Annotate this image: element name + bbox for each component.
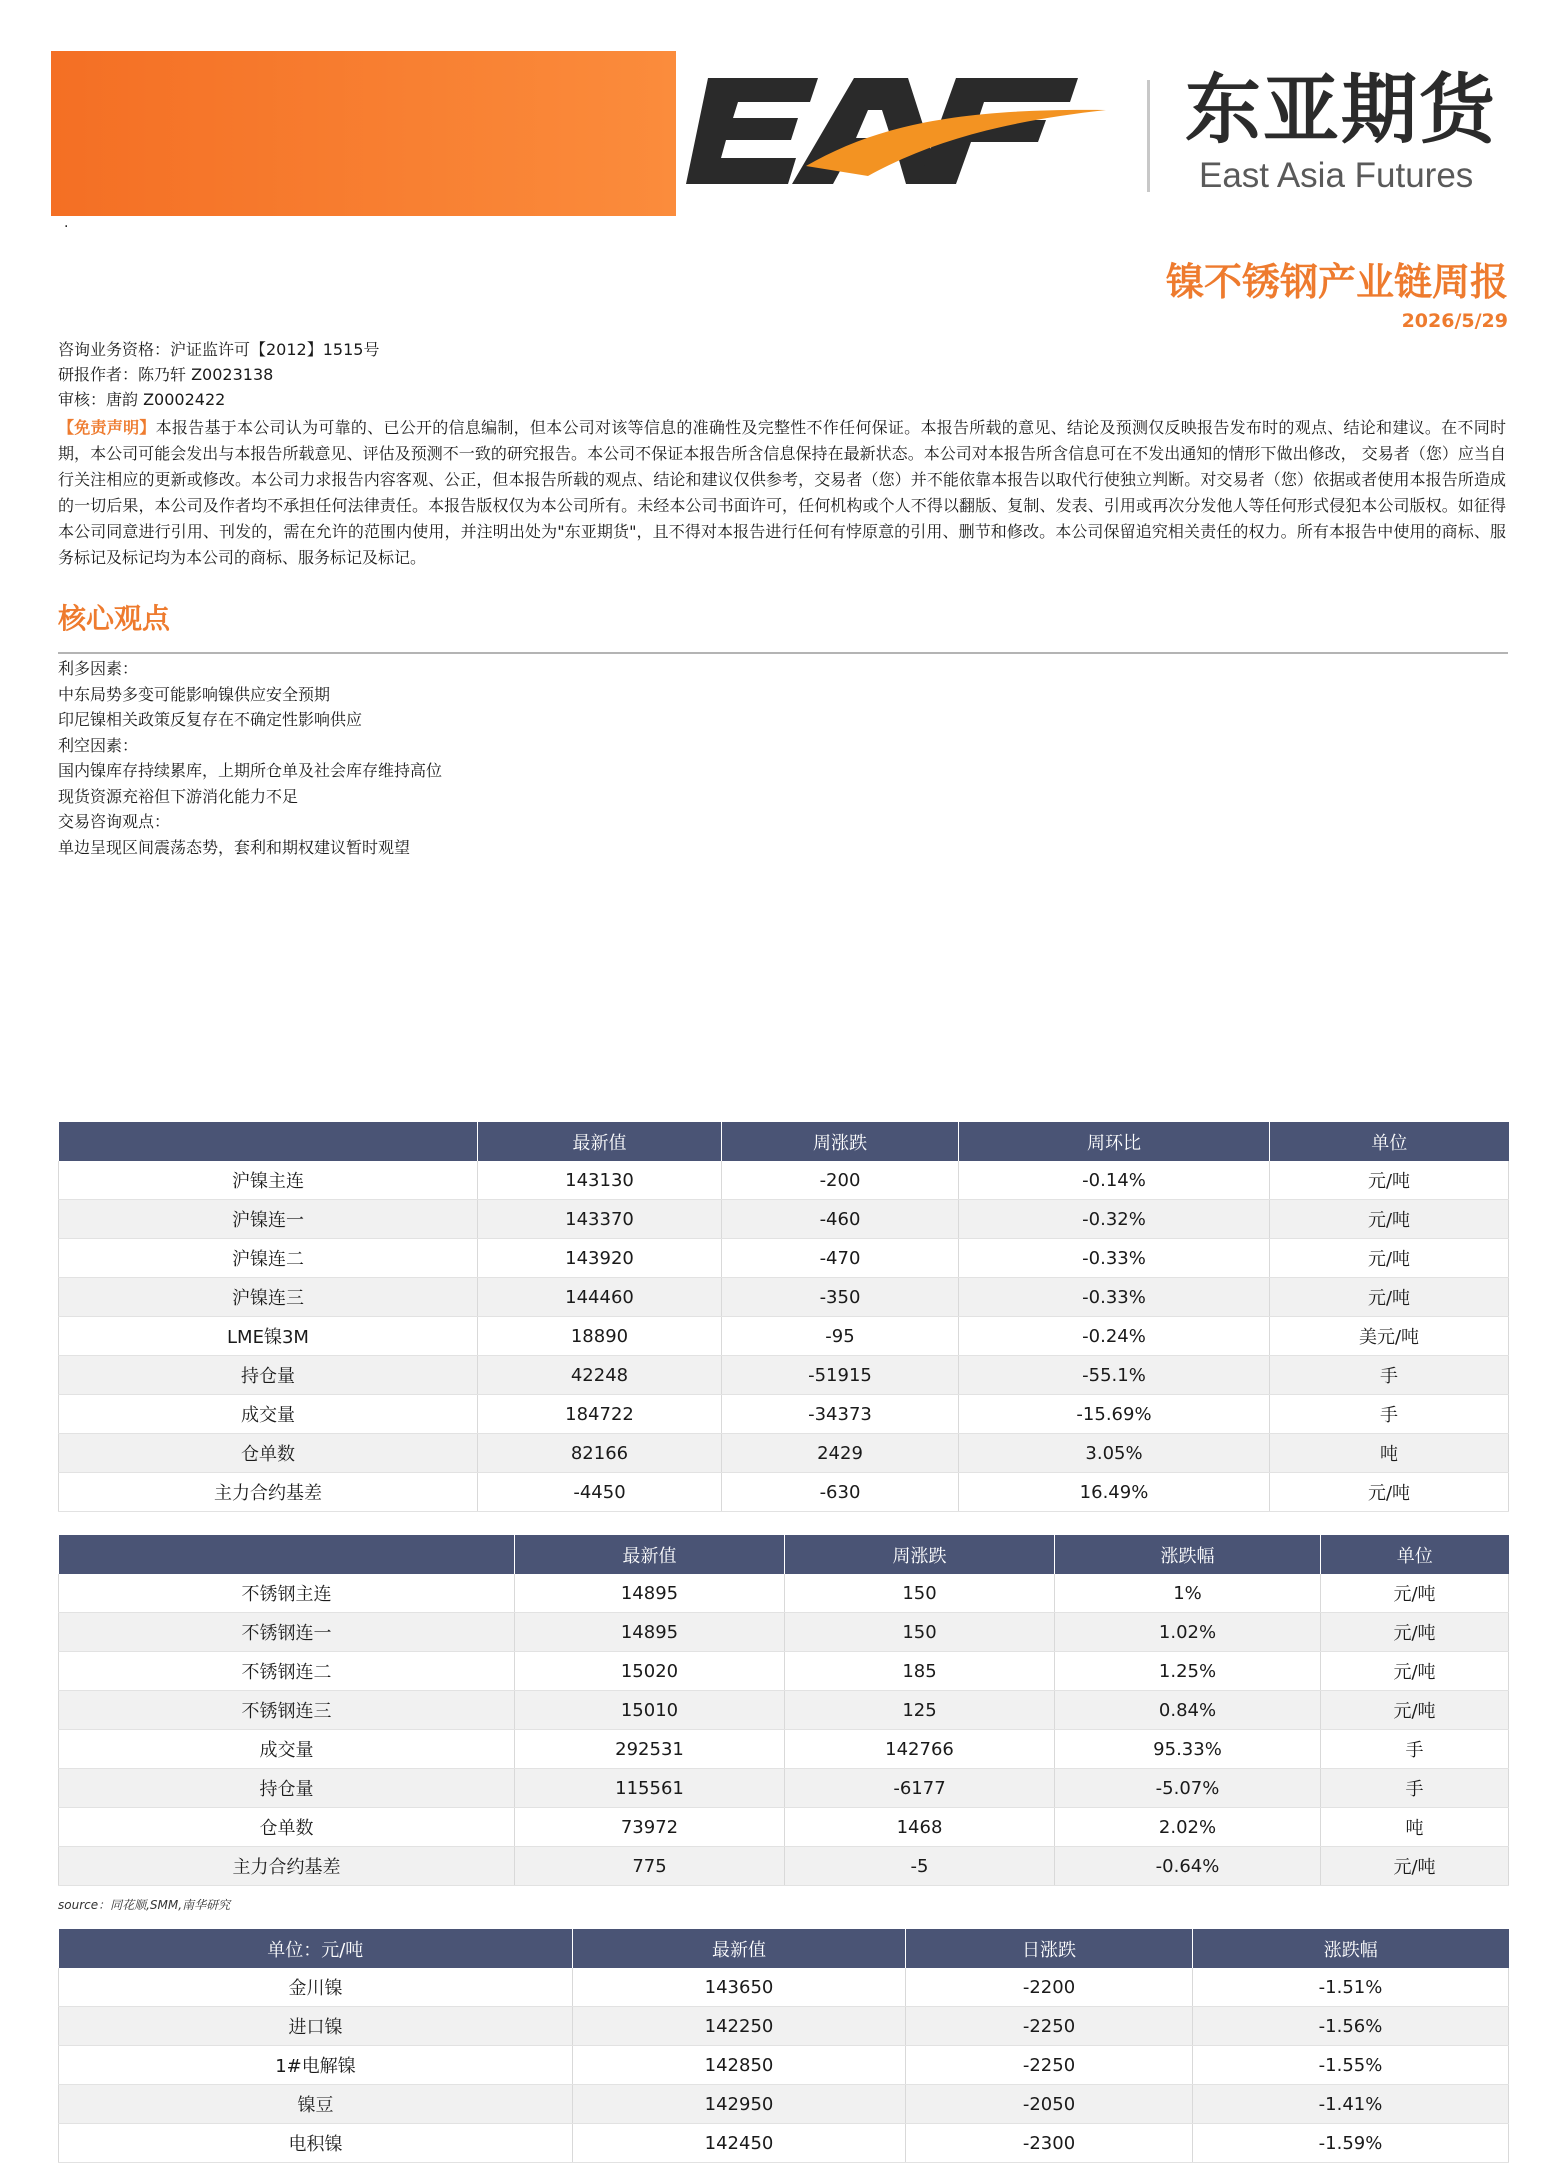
value-cell: 元/吨 (1270, 1239, 1509, 1278)
brand-name-en: East Asia Futures (1199, 156, 1474, 195)
row-label-cell: 成交量 (59, 1730, 515, 1769)
table-header-row (59, 1122, 1509, 1161)
qualification-line: 咨询业务资格：沪证监许可【2012】1515号 (58, 340, 380, 359)
table-row (59, 1769, 1509, 1808)
core-viewpoint-title: 核心观点 (58, 602, 171, 635)
value-cell: -630 (722, 1473, 959, 1512)
row-label-cell: 不锈钢主连 (59, 1574, 515, 1613)
row-label-cell: 金川镍 (59, 1968, 573, 2007)
value-cell: 吨 (1321, 1808, 1509, 1847)
value-cell: -51915 (722, 1356, 959, 1395)
column-header (59, 1122, 478, 1161)
column-header: 日涨跌 (906, 1929, 1193, 1968)
value-cell: 14895 (515, 1613, 785, 1652)
disclaimer-tag: 【免责声明】 (58, 418, 156, 437)
table-header-row (59, 1929, 1509, 1968)
dot-marker: · (64, 219, 69, 235)
value-cell: -6177 (785, 1769, 1055, 1808)
value-cell: 115561 (515, 1769, 785, 1808)
table-row (59, 1473, 1509, 1512)
row-label-cell: 沪镍连二 (59, 1239, 478, 1278)
value-cell: 手 (1270, 1395, 1509, 1434)
value-cell: 16.49% (959, 1473, 1270, 1512)
value-cell: 142766 (785, 1730, 1055, 1769)
table-row (59, 1613, 1509, 1652)
row-label-cell: 成交量 (59, 1395, 478, 1434)
value-cell: 143370 (478, 1200, 722, 1239)
value-cell: 1468 (785, 1808, 1055, 1847)
value-cell: 292531 (515, 1730, 785, 1769)
row-label-cell: 不锈钢连三 (59, 1691, 515, 1730)
value-cell: 2429 (722, 1434, 959, 1473)
header-orange-band (51, 51, 676, 216)
core-line: 印尼镍相关政策反复存在不确定性影响供应 (58, 710, 363, 729)
column-header: 单位 (1321, 1535, 1509, 1574)
table-row (59, 1574, 1509, 1613)
value-cell: 14895 (515, 1574, 785, 1613)
row-label-cell: LME镍3M (59, 1317, 478, 1356)
value-cell: 1% (1055, 1574, 1321, 1613)
table-row (59, 1691, 1509, 1730)
value-cell: 142250 (573, 2007, 906, 2046)
row-label-cell: 沪镍连一 (59, 1200, 478, 1239)
row-label-cell: 主力合约基差 (59, 1473, 478, 1512)
value-cell: 73972 (515, 1808, 785, 1847)
value-cell: 1.25% (1055, 1652, 1321, 1691)
value-cell: -0.24% (959, 1317, 1270, 1356)
table-row (59, 1434, 1509, 1473)
author-line: 研报作者：陈乃轩 Z0023138 (58, 365, 274, 384)
column-header: 周涨跌 (722, 1122, 959, 1161)
value-cell: -460 (722, 1200, 959, 1239)
row-label-cell: 电积镍 (59, 2124, 573, 2163)
logo-divider (1147, 80, 1150, 192)
core-line: 交易咨询观点： (58, 812, 171, 831)
value-cell: -15.69% (959, 1395, 1270, 1434)
table-row (59, 2046, 1509, 2085)
column-header: 最新值 (478, 1122, 722, 1161)
table-header-row (59, 1535, 1509, 1574)
table-row (59, 1808, 1509, 1847)
value-cell: 185 (785, 1652, 1055, 1691)
row-label-cell: 沪镍主连 (59, 1161, 478, 1200)
core-line: 利多因素： (58, 659, 139, 678)
table-row (59, 1278, 1509, 1317)
table-row (59, 1652, 1509, 1691)
report-date: 2026/5/29 (1401, 310, 1508, 332)
value-cell: 125 (785, 1691, 1055, 1730)
column-header: 涨跌幅 (1055, 1535, 1321, 1574)
table-row (59, 1239, 1509, 1278)
spot-nickel-table (58, 1929, 1509, 2163)
value-cell: 2.02% (1055, 1808, 1321, 1847)
value-cell: -1.51% (1193, 1968, 1509, 2007)
value-cell: -0.14% (959, 1161, 1270, 1200)
table-row (59, 1968, 1509, 2007)
value-cell: 150 (785, 1613, 1055, 1652)
column-header: 最新值 (573, 1929, 906, 1968)
row-label-cell: 进口镍 (59, 2007, 573, 2046)
value-cell: -55.1% (959, 1356, 1270, 1395)
row-label-cell: 仓单数 (59, 1808, 515, 1847)
column-header (59, 1535, 515, 1574)
value-cell: -1.41% (1193, 2085, 1509, 2124)
value-cell: 元/吨 (1321, 1691, 1509, 1730)
row-label-cell: 不锈钢连二 (59, 1652, 515, 1691)
table-row (59, 1730, 1509, 1769)
value-cell: 1.02% (1055, 1613, 1321, 1652)
value-cell: 手 (1321, 1730, 1509, 1769)
value-cell: 15010 (515, 1691, 785, 1730)
column-header: 最新值 (515, 1535, 785, 1574)
value-cell: 3.05% (959, 1434, 1270, 1473)
value-cell: 0.84% (1055, 1691, 1321, 1730)
core-line: 利空因素： (58, 735, 139, 755)
disclaimer-text: 本报告基于本公司认为可靠的、已公开的信息编制，但本公司对该等信息的准确性及完整性不作任何保证。本报告所载的意见、结论及预测仅反映报告发布时的观点、结论和建议。在不同时期，本公司可能会发出与本报告所载意见、评估及预测不一致的研究报告。本公司不保证本报告所含信息保持在最新状态。本公司对本报告所含信息可在不发出通知的情形下做出修改， 交易者（您）应当自行关注相应的更新或修改。本公司力求报告内容客观、公正，但本报告所载的观点、结论和建议仅供参考，交易者（您）并不能依靠本报告以取代行使独立判断。对交易者（您）依据或者使用本报告所造成的一切后果，本公司及作者均不承担任何法律责任。本报告版权仅为本公司所有。未经本公司书面许可，任何机构或个人不得以翻版、复制、发表、引用或再次分发他人等任何形式侵犯本公司版权。如征得本公司同意进行引用、刊发的，需在允许的范围内使用，并注明出处为"东亚期货"，且不得对本报告进行任何有悖原意的引用、删节和修改。本公司保留追究相关责任的权力。所有本报告中使用的商标、服务标记及标记均为本公司的商标、服务标记及标记。 (58, 418, 1506, 567)
source-note: source：同花顺,SMM,南华研究 (58, 1898, 231, 1912)
value-cell: -4450 (478, 1473, 722, 1512)
value-cell: 元/吨 (1321, 1652, 1509, 1691)
value-cell: 元/吨 (1321, 1847, 1509, 1886)
row-label-cell: 主力合约基差 (59, 1847, 515, 1886)
value-cell: 手 (1270, 1356, 1509, 1395)
value-cell: -0.64% (1055, 1847, 1321, 1886)
value-cell: 元/吨 (1270, 1200, 1509, 1239)
stainless-futures-table (58, 1535, 1509, 1886)
row-label-cell: 1#电解镍 (59, 2046, 573, 2085)
section-divider (58, 652, 1508, 654)
value-cell: 15020 (515, 1652, 785, 1691)
column-header: 单位：元/吨 (59, 1929, 573, 1968)
value-cell: -2250 (906, 2007, 1193, 2046)
value-cell: 82166 (478, 1434, 722, 1473)
value-cell: 143130 (478, 1161, 722, 1200)
value-cell: 95.33% (1055, 1730, 1321, 1769)
column-header: 涨跌幅 (1193, 1929, 1509, 1968)
value-cell: 元/吨 (1270, 1161, 1509, 1200)
table-row (59, 2007, 1509, 2046)
value-cell: 142450 (573, 2124, 906, 2163)
column-header: 周环比 (959, 1122, 1270, 1161)
value-cell: -2300 (906, 2124, 1193, 2163)
value-cell: 142950 (573, 2085, 906, 2124)
value-cell: 150 (785, 1574, 1055, 1613)
value-cell: 42248 (478, 1356, 722, 1395)
core-line: 单边呈现区间震荡态势，套利和期权建议暂时观望 (58, 837, 411, 857)
column-header: 周涨跌 (785, 1535, 1055, 1574)
table-row (59, 1847, 1509, 1886)
value-cell: 18890 (478, 1317, 722, 1356)
value-cell: -1.56% (1193, 2007, 1509, 2046)
table-row (59, 2124, 1509, 2163)
table-row (59, 1317, 1509, 1356)
column-header: 单位 (1270, 1122, 1509, 1161)
table-row (59, 1356, 1509, 1395)
table-row (59, 1161, 1509, 1200)
value-cell: 元/吨 (1321, 1574, 1509, 1613)
row-label-cell: 持仓量 (59, 1769, 515, 1808)
value-cell: -200 (722, 1161, 959, 1200)
nickel-futures-table (58, 1122, 1509, 1512)
value-cell: -0.32% (959, 1200, 1270, 1239)
value-cell: 手 (1321, 1769, 1509, 1808)
value-cell: -1.55% (1193, 2046, 1509, 2085)
core-line: 现货资源充裕但下游消化能力不足 (58, 786, 299, 806)
row-label-cell: 仓单数 (59, 1434, 478, 1473)
value-cell: -2050 (906, 2085, 1193, 2124)
value-cell: 美元/吨 (1270, 1317, 1509, 1356)
value-cell: 元/吨 (1270, 1278, 1509, 1317)
eaf-logo-icon (686, 74, 1111, 194)
value-cell: 144460 (478, 1278, 722, 1317)
table-row (59, 2085, 1509, 2124)
value-cell: -350 (722, 1278, 959, 1317)
reviewer-line: 审核：唐韵 Z0002422 (58, 390, 226, 409)
value-cell: 元/吨 (1321, 1613, 1509, 1652)
disclaimer (58, 415, 1506, 571)
value-cell: 元/吨 (1270, 1473, 1509, 1512)
value-cell: -1.59% (1193, 2124, 1509, 2163)
value-cell: -2200 (906, 1968, 1193, 2007)
brand-name-cn: 东亚期货 (1185, 65, 1497, 154)
table-row (59, 1200, 1509, 1239)
value-cell: -95 (722, 1317, 959, 1356)
value-cell: -2250 (906, 2046, 1193, 2085)
value-cell: -470 (722, 1239, 959, 1278)
row-label-cell: 持仓量 (59, 1356, 478, 1395)
value-cell: -5.07% (1055, 1769, 1321, 1808)
core-line: 国内镍库存持续累库，上期所仓单及社会库存维持高位 (58, 761, 443, 780)
core-line: 中东局势多变可能影响镍供应安全预期 (58, 684, 331, 704)
value-cell: 吨 (1270, 1434, 1509, 1473)
row-label-cell: 镍豆 (59, 2085, 573, 2124)
value-cell: -5 (785, 1847, 1055, 1886)
row-label-cell: 不锈钢连一 (59, 1613, 515, 1652)
value-cell: 142850 (573, 2046, 906, 2085)
value-cell: -0.33% (959, 1239, 1270, 1278)
value-cell: -34373 (722, 1395, 959, 1434)
value-cell: -0.33% (959, 1278, 1270, 1317)
value-cell: 184722 (478, 1395, 722, 1434)
value-cell: 143920 (478, 1239, 722, 1278)
core-viewpoint-body (58, 656, 442, 860)
row-label-cell: 沪镍连三 (59, 1278, 478, 1317)
value-cell: 775 (515, 1847, 785, 1886)
value-cell: 143650 (573, 1968, 906, 2007)
table-row (59, 1395, 1509, 1434)
report-title: 镍不锈钢产业链周报 (1165, 260, 1508, 304)
